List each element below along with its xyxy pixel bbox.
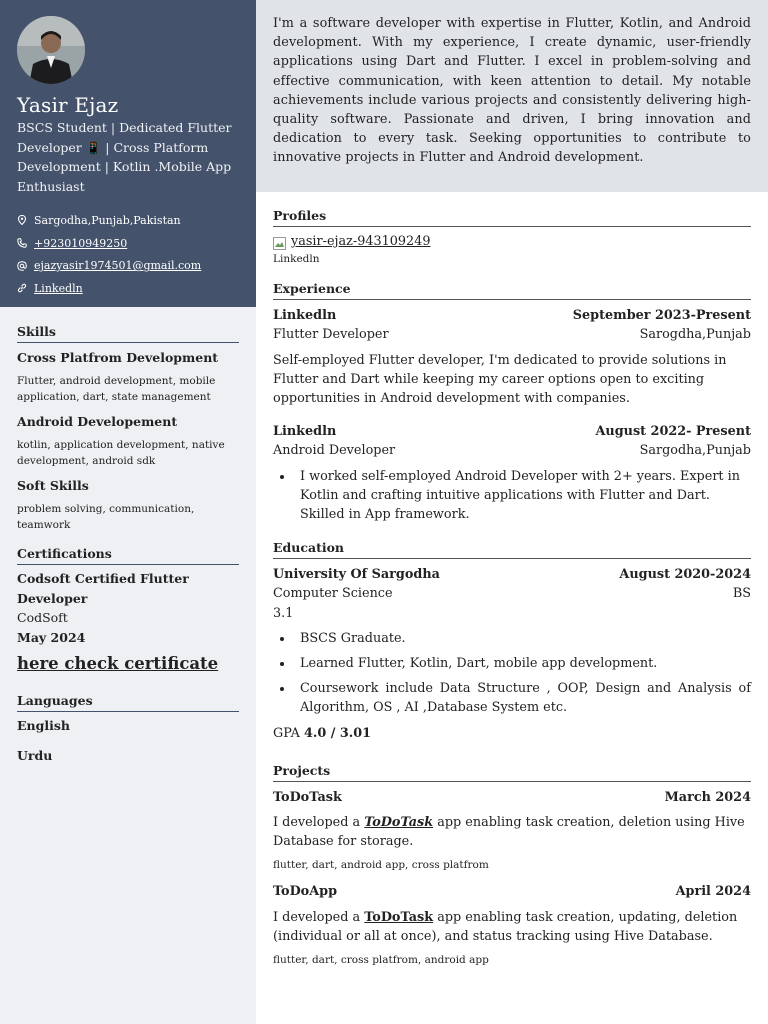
education-bullet: Coursework include Data Structure , OOP, Design and Analysis of Algorithm, OS , AI ,Database System etc. (273, 679, 751, 717)
experience-role: Android Developer (273, 443, 396, 459)
profile-header (0, 0, 256, 307)
skills-section (0, 324, 256, 533)
language-item: Urdu (17, 747, 53, 763)
project-link[interactable]: ToDoTask (364, 815, 434, 831)
education-degree: BS (732, 586, 751, 602)
languages-heading: Languages (17, 693, 239, 712)
project-description (273, 813, 751, 851)
project-link[interactable]: ToDoTask (364, 909, 434, 925)
project-desc-text: app enabling task creation, deletion using Hive Database for storage. (273, 815, 745, 850)
certificate-link[interactable]: here check certificate (17, 654, 219, 673)
languages-section (0, 693, 256, 765)
education-date: August 2020-2024 (619, 567, 751, 583)
education-score: 3.1 (273, 605, 294, 621)
left-sidebar (0, 0, 256, 1024)
broken-image-icon (273, 235, 286, 248)
project-item (273, 882, 751, 968)
skill-group-title: Cross Platfrom Development (17, 350, 219, 365)
project-desc-text: app enabling task creation, updating, deletion (individual or all at once), and status tracking using Hive Database. (273, 909, 738, 944)
education-bullet: BSCS Graduate. (273, 629, 751, 648)
project-date: April 2024 (675, 884, 751, 900)
experience-description: Self-employed Flutter developer, I'm dedicated to provide solutions in Flutter and Dart while keeping my career options open to exciting opportunities in Android development with companies. (273, 352, 727, 407)
experience-location: Sarogdha,Punjab (639, 327, 751, 343)
profile-handle-link[interactable]: yasir-ejaz-943109249 (291, 234, 431, 249)
project-name: ToDoTask (273, 789, 342, 805)
experience-date: September 2023-Present (572, 308, 751, 324)
experience-heading: Experience (273, 281, 751, 300)
contact-phone[interactable] (17, 232, 239, 255)
skill-group-items: problem solving, communication, teamwork (17, 503, 195, 531)
education-bullet: Learned Flutter, Kotlin, Dart, mobile app development. (273, 654, 751, 673)
main-content (256, 0, 768, 1024)
email-link[interactable]: ejazyasir1974501@gmail.com (34, 259, 202, 273)
project-tags: flutter, dart, android app, cross platfrom (273, 859, 489, 872)
experience-item (273, 306, 751, 408)
avatar (17, 16, 85, 84)
location-text: Sargodha,Punjab,Pakistan (34, 213, 181, 227)
certification-date: May 2024 (17, 629, 86, 645)
summary-text: I'm a software developer with expertise in Flutter, Kotlin, and Android development. With my experience, I create dynamic, user-friendly applications using Dart and Flutter. I excel in problem-solving and effective communication, with keen attention to detail. My notable achievements include various projects and consistently delivering high-quality software. Passionate and driven, I bring innovation and dedication to every task. Seeking opportunities to contribute to innovative projects in Flutter and Android development. (256, 0, 768, 192)
certification-issuer: CodSoft (17, 610, 68, 625)
contact-email[interactable] (17, 254, 239, 277)
certifications-section (0, 546, 256, 673)
profile-link-row[interactable] (273, 232, 751, 251)
education-school: University Of Sargodha (273, 567, 440, 583)
certification-name: Codsoft Certified Flutter Developer (17, 571, 189, 606)
contact-list (17, 209, 239, 300)
education-heading: Education (273, 540, 751, 559)
experience-section (273, 281, 751, 524)
projects-heading: Projects (273, 763, 751, 782)
phone-icon (17, 238, 27, 248)
phone-link[interactable]: +923010949250 (34, 236, 128, 250)
education-gpa (273, 724, 751, 743)
location-pin-icon (17, 215, 27, 225)
linkedin-link[interactable]: Linkedln (34, 281, 83, 295)
experience-bullet: I worked self-employed Android Developer with 2+ years. Expert in Kotlin and crafting intuitive applications with Flutter and Dart. Skilled in App framework. (273, 467, 751, 525)
education-section (273, 540, 751, 743)
contact-linkedin[interactable] (17, 277, 239, 300)
project-item (273, 788, 751, 874)
certifications-heading: Certifications (17, 546, 239, 565)
skill-group-title: Soft Skills (17, 478, 89, 493)
experience-date: August 2022- Present (595, 424, 751, 440)
experience-location: Sargodha,Punjab (639, 443, 751, 459)
profile-tagline: BSCS Student | Dedicated Flutter Developer 📱 | Cross Platform Development | Kotlin .Mobile App Enthusiast (17, 120, 232, 194)
project-description (273, 908, 751, 946)
profile-network: Linkedln (273, 253, 320, 266)
experience-role: Flutter Developer (273, 327, 389, 343)
contact-location (17, 209, 239, 232)
experience-company: Linkedln (273, 424, 337, 440)
education-bullets (273, 629, 751, 718)
experience-company: Linkedln (273, 308, 337, 324)
skill-group-items: Flutter, android development, mobile application, dart, state management (17, 375, 216, 403)
projects-section (273, 763, 751, 968)
profiles-heading: Profiles (273, 208, 751, 227)
education-field: Computer Science (273, 586, 393, 602)
at-sign-icon (17, 261, 27, 271)
skill-group-items: kotlin, application development, native development, android sdk (17, 439, 225, 467)
profile-name: Yasir Ejaz (17, 93, 119, 117)
gpa-value: 4.0 / 3.01 (303, 725, 371, 741)
skill-group-title: Android Developement (17, 414, 178, 429)
project-name: ToDoApp (273, 884, 338, 900)
gpa-label: GPA (273, 725, 300, 741)
link-icon (17, 283, 27, 293)
profiles-section (273, 208, 751, 267)
project-desc-text: I developed a (273, 909, 361, 925)
skills-heading: Skills (17, 324, 239, 343)
language-item: English (17, 718, 70, 733)
project-tags: flutter, dart, cross platfrom, android app (273, 954, 489, 967)
experience-bullets (273, 467, 751, 525)
experience-item (273, 422, 751, 524)
project-date: March 2024 (664, 789, 751, 805)
project-desc-text: I developed a (273, 815, 361, 831)
